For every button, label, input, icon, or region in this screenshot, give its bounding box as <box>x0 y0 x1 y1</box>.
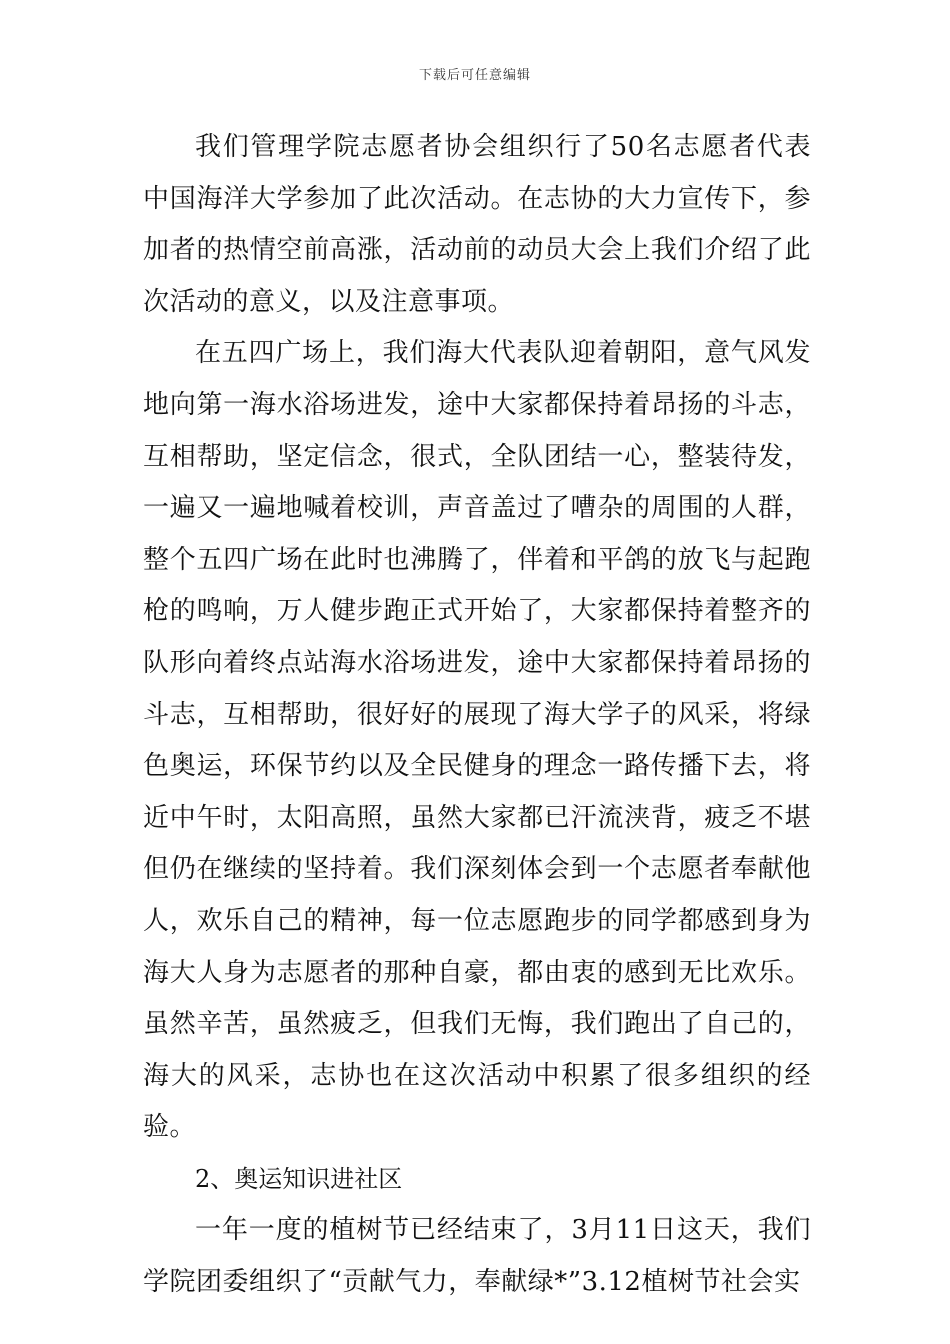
document-body <box>143 122 811 1309</box>
page-header: 下载后可任意编辑 <box>418 68 531 83</box>
section-heading: 2、奥运知识进社区 <box>195 1164 403 1193</box>
paragraph-3: 一年一度的植树节已经结束了，3月11日这天，我们学院团委组织了“贡献气力，奉献绿*”3.12植树节社会实 <box>143 1215 811 1298</box>
paragraph-2: 在五四广场上，我们海大代表队迎着朝阳，意气风发地向第一海水浴场进发，途中大家都保持着昂扬的斗志，互相帮助，坚定信念，很式，全队团结一心，整装待发，一遍又一遍地喊着校训，声音盖过了嘈杂的周围的人群，整个五四广场在此时也沸腾了，伴着和平鸽的放飞与起跑枪的鸣响，万人健步跑正式开始了，大家都保持着整齐的队形向着终点站海水浴场进发，途中大家都保持着昂扬的斗志，互相帮助，很好好的展现了海大学子的风采，将绿色奥运，环保节约以及全民健身的理念一路传播下去，将近中午时，太阳高照，虽然大家都已汗流浃背，疲乏不堪但仍在继续的坚持着。我们深刻体会到一个志愿者奉献他人，欢乐自己的精神，每一位志愿跑步的同学都感到身为海大人身为志愿者的那种自豪，都由衷的感到无比欢乐。虽然辛苦，虽然疲乏，但我们无悔，我们跑出了自己的，海大的风采，志协也在这次活动中积累了很多组织的经验。 <box>143 338 811 1143</box>
paragraph-1: 我们管理学院志愿者协会组织行了50名志愿者代表中国海洋大学参加了此次活动。在志协的大力宣传下，参加者的热情空前高涨，活动前的动员大会上我们介绍了此次活动的意义，以及注意事项。 <box>143 132 811 317</box>
